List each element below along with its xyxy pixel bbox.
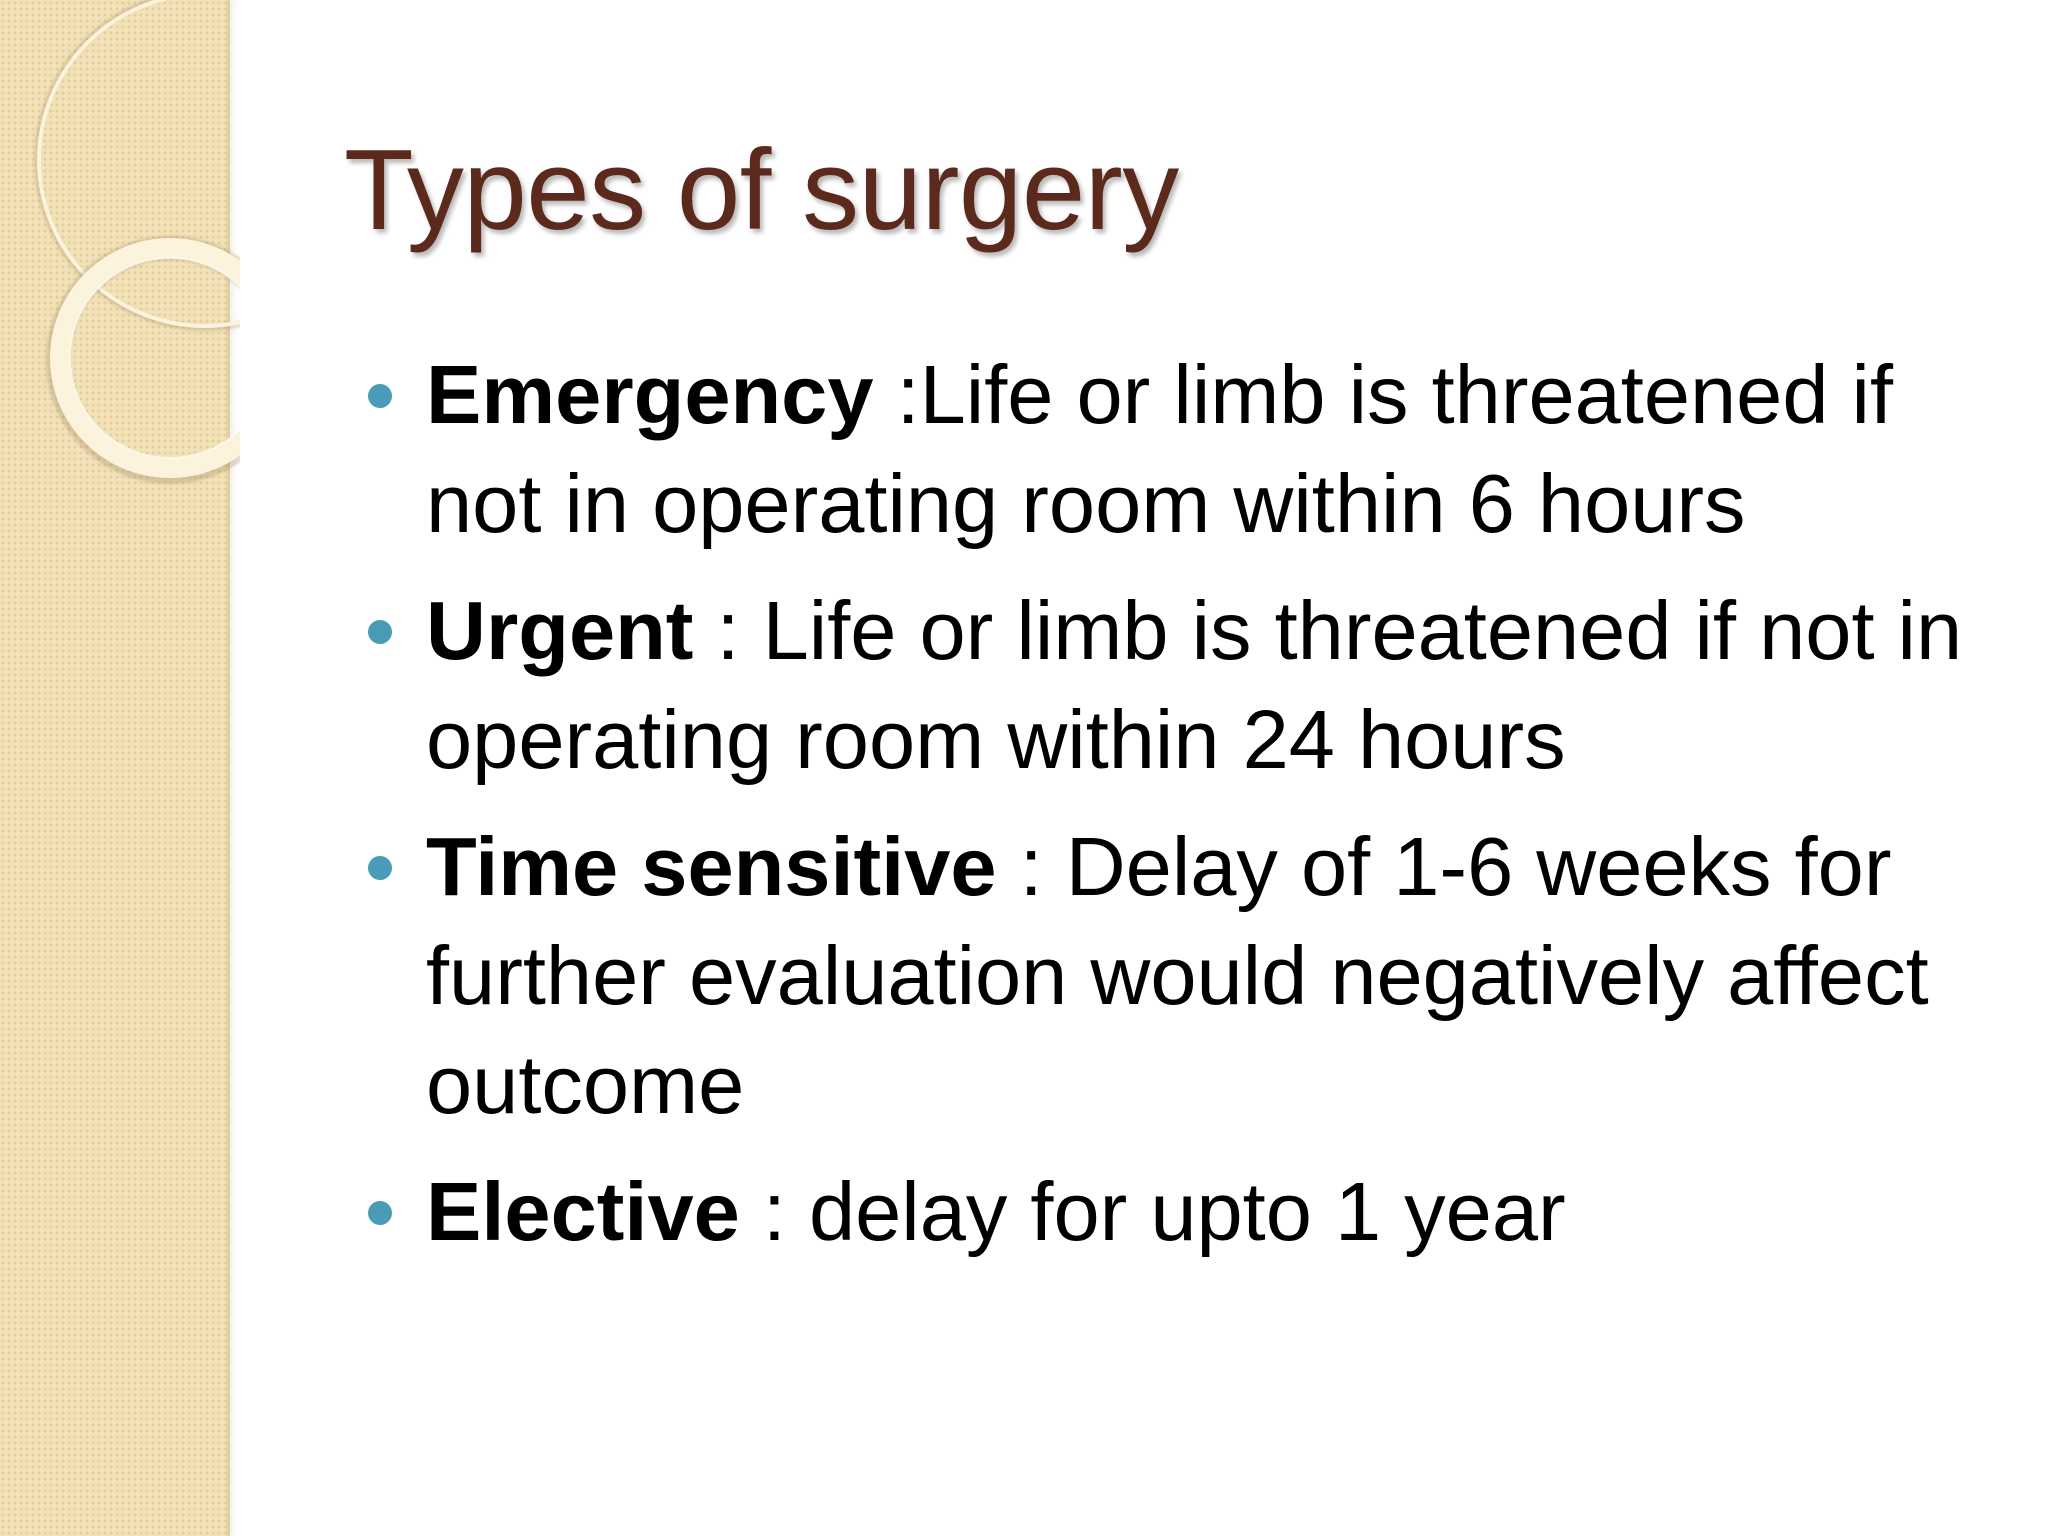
bullet-term: Time sensitive [426,820,997,913]
bullet-text: : Delay of 1-6 weeks for further evaluation would negatively affect outcome [426,820,1929,1131]
slide-title: Types of surgery [344,127,1179,254]
bullet-term: Emergency [426,348,874,441]
bullet-list [360,340,2000,1284]
bullet-text: :Life or limb is threatened if not in operating room within 6 hours [426,348,1894,550]
circle-rings-decoration [0,0,240,520]
bullet-dot-icon [368,620,392,644]
bullet-dot-icon [368,1201,392,1225]
bullet-text: : Life or limb is threatened if not in operating room within 24 hours [426,584,1963,786]
bullet-text: : delay for upto 1 year [739,1165,1566,1258]
list-item [360,1157,2000,1266]
bullet-term: Urgent [426,584,694,677]
bullet-term: Elective [426,1165,740,1258]
bullet-dot-icon [368,856,392,880]
list-item [360,340,2000,558]
bullet-dot-icon [368,384,392,408]
list-item [360,812,2000,1139]
list-item [360,576,2000,794]
